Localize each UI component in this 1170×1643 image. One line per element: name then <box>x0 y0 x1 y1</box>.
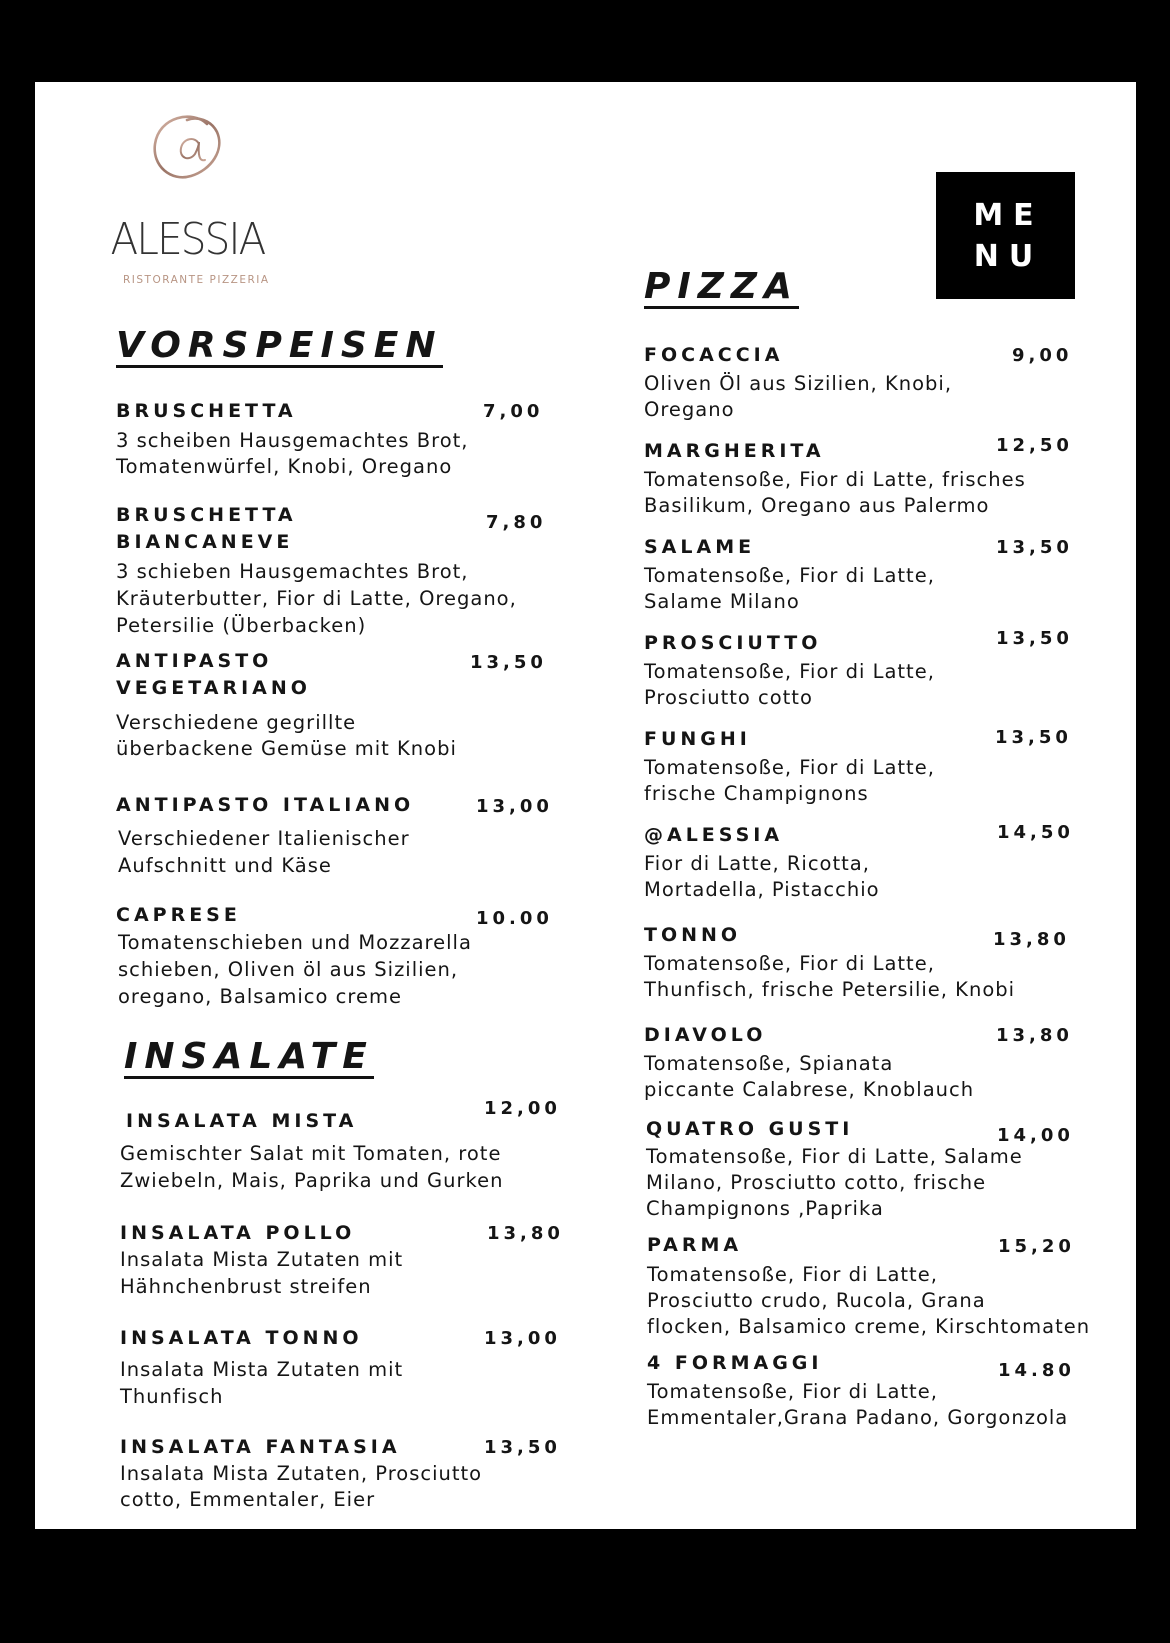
item-desc-line: Gemischter Salat mit Tomaten, rote <box>120 1142 502 1165</box>
item-desc-line: Tomatenwürfel, Knobi, Oregano <box>116 455 453 478</box>
item-price: 13,80 <box>993 929 1070 950</box>
item-name: DIAVOLO <box>644 1024 767 1046</box>
item-desc-line: Tomatensoße, Fior di Latte, <box>647 1263 938 1286</box>
restaurant-logo <box>107 104 307 286</box>
item-desc-line: Milano, Prosciutto cotto, frische <box>646 1171 987 1194</box>
item-desc-line: Oliven Öl aus Sizilien, Knobi, <box>644 372 953 395</box>
item-name: MARGHERITA <box>644 440 825 462</box>
item-price: 13,00 <box>476 796 553 817</box>
item-price: 13,50 <box>995 727 1072 748</box>
item-desc-line: Verschiedener Italienischer <box>118 827 410 850</box>
item-desc-line: Aufschnitt und Käse <box>118 854 332 877</box>
item-desc-line: Tomatensoße, Fior di Latte, <box>644 564 935 587</box>
item-desc-line: Tomatensoße, Fior di Latte, frisches <box>644 468 1026 491</box>
item-name: QUATRO GUSTI <box>646 1118 854 1140</box>
item-desc-line: Oregano <box>644 398 735 421</box>
item-name-line: VEGETARIANO <box>116 677 311 699</box>
item-price: 13,50 <box>484 1437 561 1458</box>
item-price: 13,50 <box>470 652 547 673</box>
item-name: @ALESSIA <box>644 824 784 846</box>
item-desc-line: 3 schieben Hausgemachtes Brot, <box>116 560 469 583</box>
item-name: FOCACCIA <box>644 344 784 366</box>
at-sign-logo-icon <box>145 110 235 190</box>
item-price: 13,80 <box>996 1025 1073 1046</box>
item-price: 15,20 <box>998 1236 1075 1257</box>
item-name: INSALATA FANTASIA <box>120 1436 401 1458</box>
item-name: INSALATA MISTA <box>126 1110 358 1132</box>
brand-name: ALESSIA <box>110 214 265 265</box>
item-desc-line: Emmentaler,Grana Padano, Gorgonzola <box>647 1406 1069 1429</box>
item-desc-line: Tomatenschieben und Mozzarella <box>118 931 472 954</box>
item-price: 12,50 <box>996 435 1073 456</box>
item-price: 7,00 <box>483 401 544 422</box>
item-desc-line: frische Champignons <box>644 782 869 805</box>
item-desc-line: Tomatensoße, Fior di Latte, <box>644 952 935 975</box>
item-price: 7,80 <box>486 512 547 533</box>
item-name: 4 FORMAGGI <box>647 1352 823 1374</box>
item-desc-line: oregano, Balsamico creme <box>118 985 402 1008</box>
item-desc-line: Hähnchenbrust streifen <box>120 1275 372 1298</box>
item-price: 9,00 <box>1012 345 1073 366</box>
item-desc-line: Champignons ,Paprika <box>646 1197 884 1220</box>
item-price: 13,50 <box>996 628 1073 649</box>
item-desc-line: Thunfisch, frische Petersilie, Knobi <box>644 978 1016 1001</box>
menu-badge-line2: NU <box>973 238 1044 274</box>
item-desc-line: Zwiebeln, Mais, Paprika und Gurken <box>120 1169 504 1192</box>
item-name-line: ANTIPASTO <box>116 650 273 672</box>
item-name: ANTIPASTO ITALIANO <box>116 794 415 816</box>
item-desc-line: Tomatensoße, Fior di Latte, Salame <box>646 1145 1023 1168</box>
item-desc-line: schieben, Oliven öl aus Sizilien, <box>118 958 459 981</box>
item-name: BRUSCHETTA <box>116 400 297 422</box>
item-desc-line: Petersilie (Überbacken) <box>116 614 367 637</box>
item-price: 14,50 <box>997 822 1074 843</box>
item-desc-line: Thunfisch <box>120 1385 224 1408</box>
item-price: 13,50 <box>996 537 1073 558</box>
menu-badge-line1: ME <box>973 197 1044 233</box>
menu-page <box>35 82 1136 1529</box>
item-desc-line: Prosciutto cotto <box>644 686 813 709</box>
item-price: 12,00 <box>484 1098 561 1119</box>
item-desc-line: Insalata Mista Zutaten mit <box>120 1358 404 1381</box>
item-desc-line: Tomatensoße, Spianata <box>644 1052 894 1075</box>
item-name: INSALATA POLLO <box>120 1222 356 1244</box>
item-desc-line: Kräuterbutter, Fior di Latte, Oregano, <box>116 587 517 610</box>
item-name-line: BRUSCHETTA <box>116 504 297 526</box>
item-desc-line: Tomatensoße, Fior di Latte, <box>647 1380 938 1403</box>
item-desc-line: überbackene Gemüse mit Knobi <box>116 737 457 760</box>
item-name: FUNGHI <box>644 728 751 750</box>
section-title-vorspeisen: VORSPEISEN <box>116 325 443 366</box>
item-name: SALAME <box>644 536 756 558</box>
item-desc-line: cotto, Emmentaler, Eier <box>120 1488 376 1511</box>
item-desc-line: flocken, Balsamico creme, Kirschtomaten <box>647 1315 1091 1338</box>
item-name: INSALATA TONNO <box>120 1327 363 1349</box>
item-desc-line: 3 scheiben Hausgemachtes Brot, <box>116 429 469 452</box>
section-title-pizza: PIZZA <box>644 266 799 307</box>
item-price: 13,00 <box>484 1328 561 1349</box>
item-name: TONNO <box>644 924 742 946</box>
item-desc-line: Verschiedene gegrillte <box>116 711 357 734</box>
section-title-insalate: INSALATE <box>124 1036 374 1077</box>
item-desc-line: Salame Milano <box>644 590 800 613</box>
item-desc-line: Tomatensoße, Fior di Latte, <box>644 756 935 779</box>
item-name: PARMA <box>647 1234 743 1256</box>
item-price: 14.80 <box>998 1360 1075 1381</box>
item-price: 14,00 <box>997 1125 1074 1146</box>
item-desc-line: Mortadella, Pistacchio <box>644 878 880 901</box>
item-price: 13,80 <box>487 1223 564 1244</box>
item-desc-line: Tomatensoße, Fior di Latte, <box>644 660 935 683</box>
brand-subtitle: RISTORANTE PIZZERIA <box>123 274 270 286</box>
item-name-line: BIANCANEVE <box>116 531 294 553</box>
item-desc-line: Insalata Mista Zutaten, Prosciutto <box>120 1462 483 1485</box>
item-desc-line: Basilikum, Oregano aus Palermo <box>644 494 990 517</box>
item-price: 10.00 <box>476 908 553 929</box>
menu-badge <box>936 172 1075 299</box>
item-name: PROSCIUTTO <box>644 632 822 654</box>
item-desc-line: Prosciutto crudo, Rucola, Grana <box>647 1289 986 1312</box>
item-desc-line: Insalata Mista Zutaten mit <box>120 1248 404 1271</box>
item-desc-line: piccante Calabrese, Knoblauch <box>644 1078 975 1101</box>
item-desc-line: Fior di Latte, Ricotta, <box>644 852 870 875</box>
item-name: CAPRESE <box>116 904 241 926</box>
